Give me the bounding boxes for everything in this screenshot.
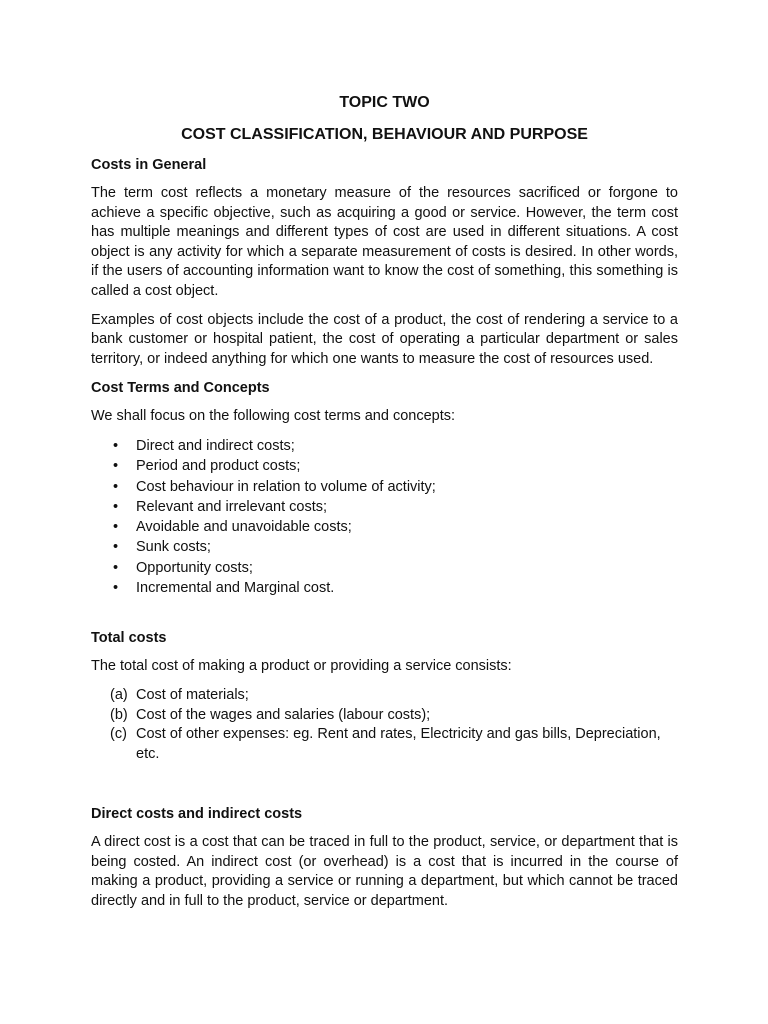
list-item-text: Period and product costs; [136,458,301,475]
list-item-text: Cost of other expenses: eg. Rent and rates, Electricity and gas bills, Depreciation, etc. [136,726,661,762]
list-item [91,537,678,557]
list-item [91,578,678,598]
bullet-icon: • [113,539,119,556]
list-marker: (a) [110,686,128,703]
spacer [91,764,678,804]
page-title: COST CLASSIFICATION, BEHAVIOUR AND PURPOSE [181,126,588,143]
bullet-icon: • [113,458,119,475]
spacer [91,598,678,628]
list-item-text: Cost of materials; [136,686,249,703]
bullet-icon: • [113,498,119,515]
paragraph-total-intro: The total cost of making a product or providing a service consists: [91,658,512,675]
total-cost-list [91,686,678,764]
section-heading-total: Total costs [91,630,167,647]
topic-label: TOPIC TWO [339,94,430,111]
list-item-text: Cost behaviour in relation to volume of activity; [136,478,436,495]
list-item [91,706,678,726]
list-item-text: Avoidable and unavoidable costs; [136,519,352,536]
list-item [91,456,678,476]
paragraph-cost-object-examples: Examples of cost objects include the cost of a product, the cost of rendering a service to a bank customer or hospital patient, the cost of operating a particular department or sales territory, or indeed anything for which one wants to measure the cost of resources used. [91,311,678,367]
paragraph-direct-indirect: A direct cost is a cost that can be traced in full to the product, service, or department that is being costed. An indirect cost (or overhead) is a cost that is incurred in the course of making a product, providing a service or running a department, but which cannot be traced directly and in full to the product, service or department. [91,834,678,910]
list-marker: (c) [110,726,127,743]
list-item-text: Opportunity costs; [136,559,253,576]
list-item-text: Incremental and Marginal cost. [136,580,335,597]
bullet-icon: • [113,559,119,576]
list-item [91,517,678,537]
paragraph-cost-definition: The term cost reflects a monetary measure of the resources sacrificed or forgone to achieve a specific objective, such as acquiring a good or service. However, the term cost has multiple meanings and different types of cost are used in different situations. A cost object is any activity for which a separate measurement of costs is desired. In other words, if the users of accounting information want to know the cost of something, this something is called a cost object. [91,185,678,299]
section-heading-terms: Cost Terms and Concepts [91,380,270,397]
bullet-icon: • [113,437,119,454]
paragraph-terms-intro: We shall focus on the following cost terms and concepts: [91,408,456,425]
list-item-text: Sunk costs; [136,539,211,556]
list-item [91,477,678,497]
bullet-icon: • [113,580,119,597]
list-item [91,497,678,517]
cost-terms-list [91,436,678,598]
document-page [91,92,678,921]
bullet-icon: • [113,519,119,536]
bullet-icon: • [113,478,119,495]
list-item [91,558,678,578]
list-marker: (b) [110,706,128,723]
section-heading-direct: Direct costs and indirect costs [91,806,303,823]
list-item-text: Direct and indirect costs; [136,437,295,454]
list-item-text: Relevant and irrelevant costs; [136,498,328,515]
section-heading-general: Costs in General [91,157,207,173]
list-item [91,686,678,706]
list-item-text: Cost of the wages and salaries (labour costs); [136,706,431,723]
list-item [91,436,678,456]
list-item [91,725,678,764]
